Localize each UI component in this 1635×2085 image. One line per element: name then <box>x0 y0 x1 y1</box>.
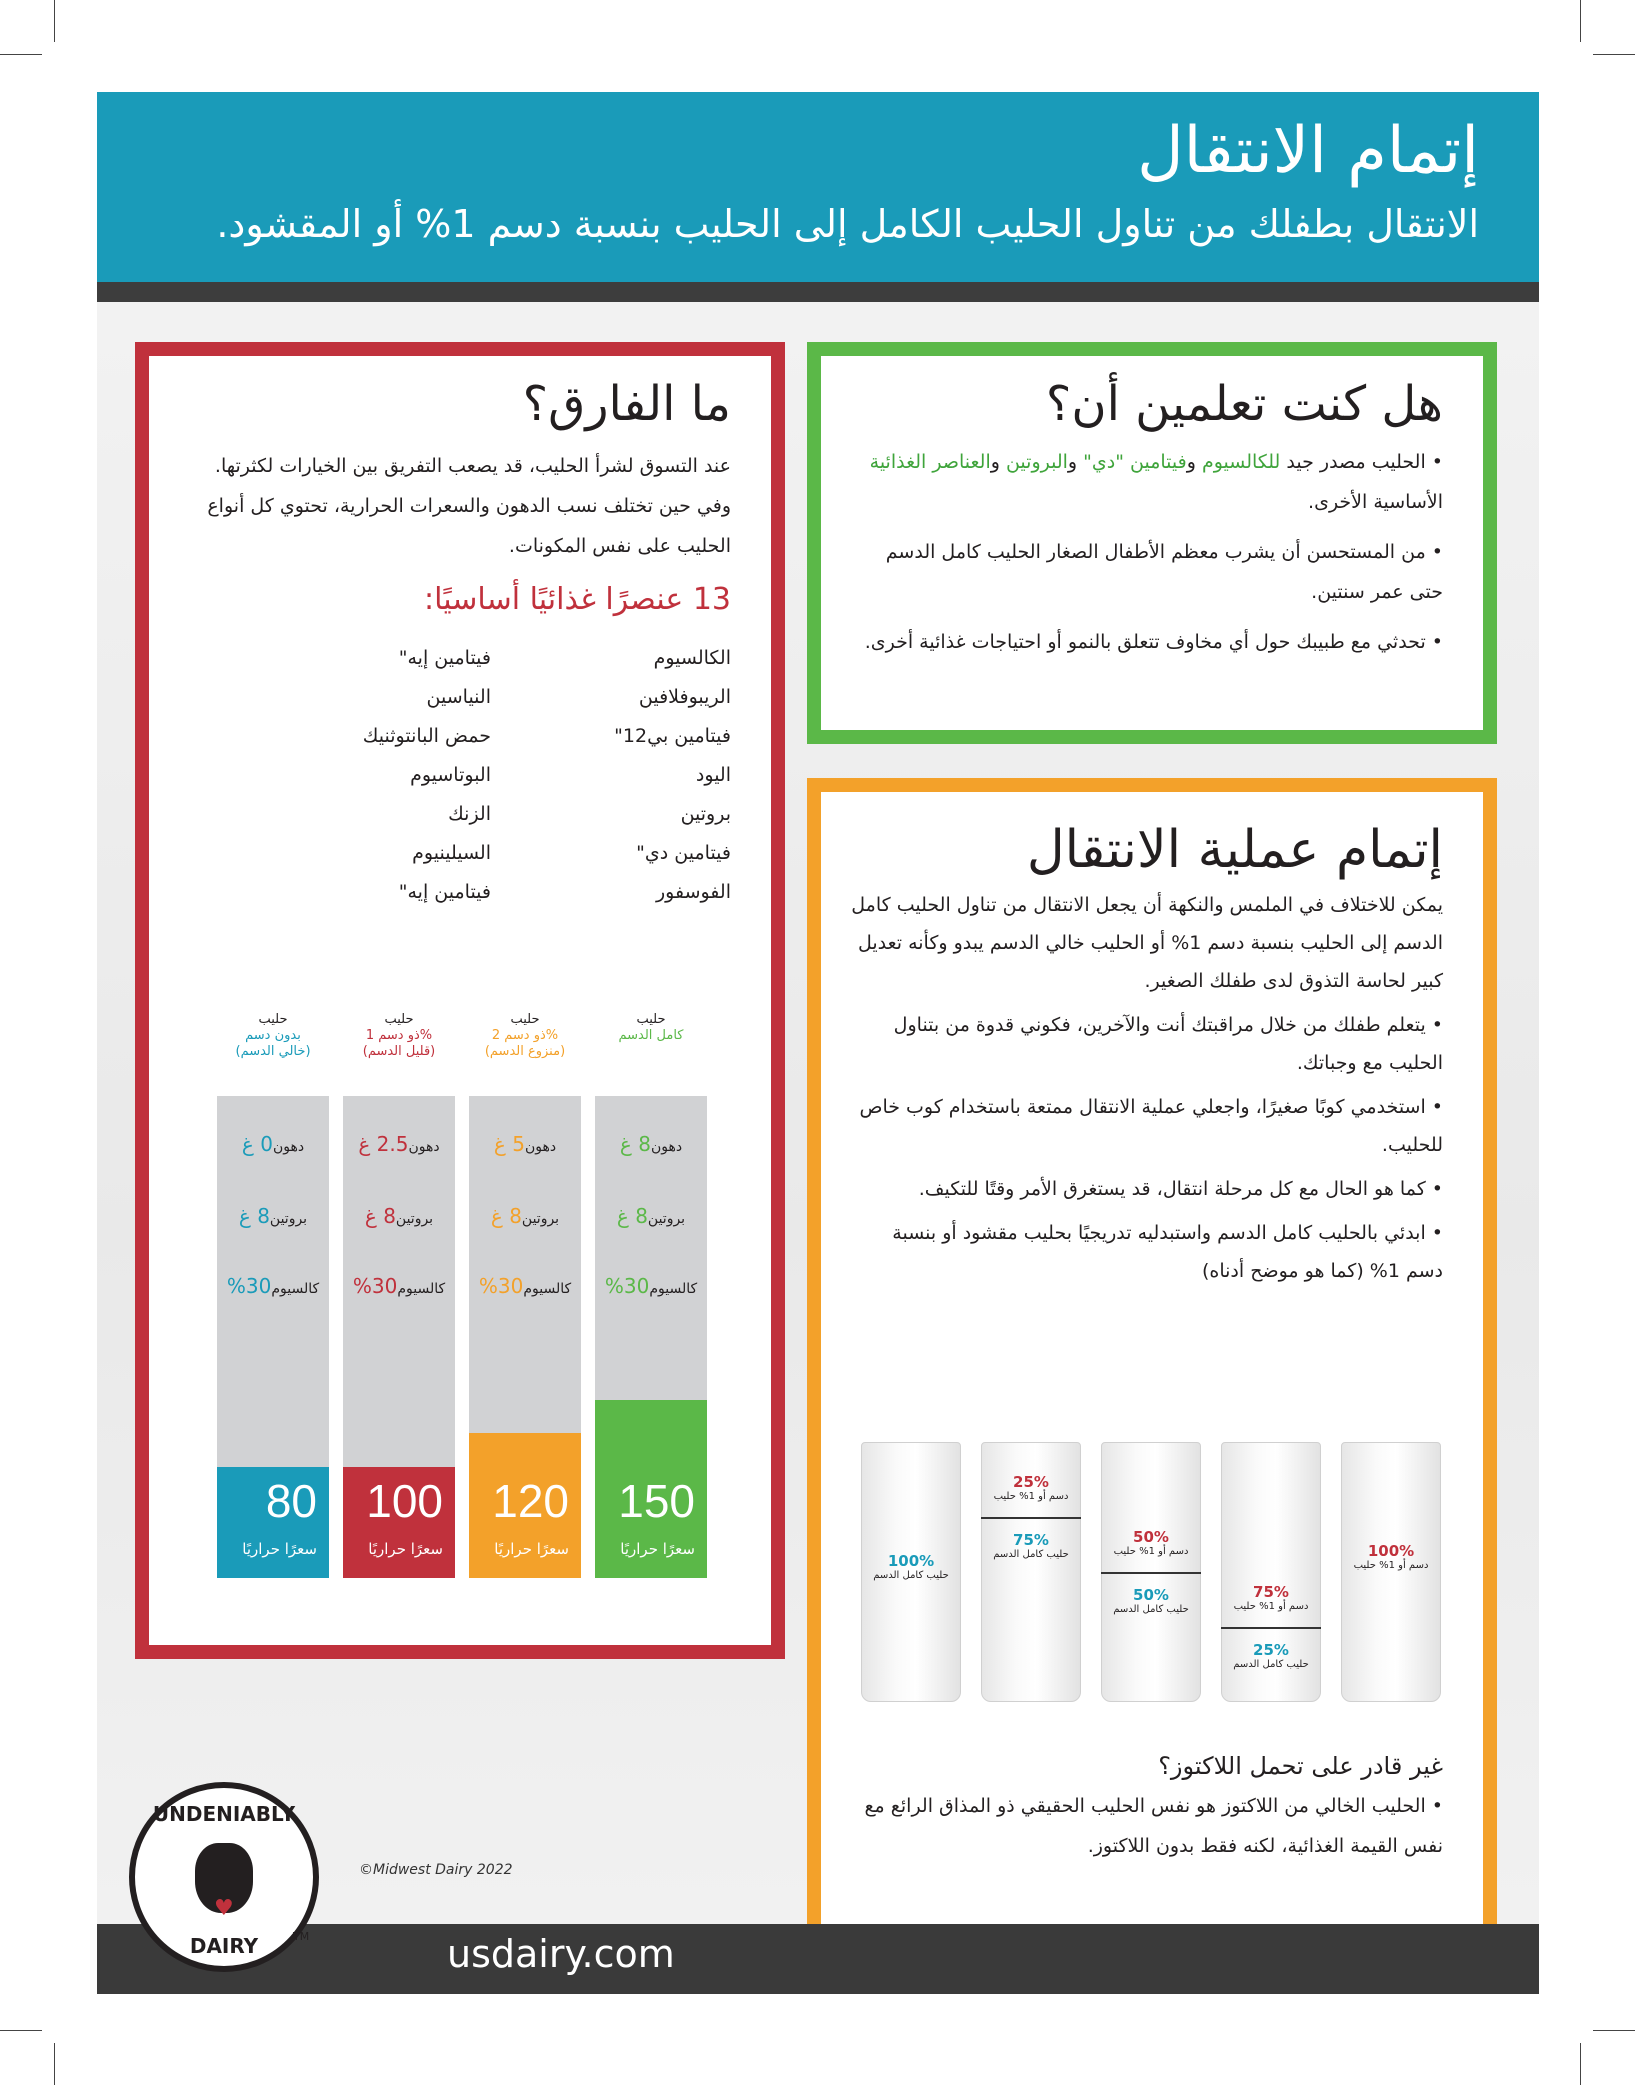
nutrient-item: حمض البانتوثنيك <box>362 725 491 747</box>
did-you-know-panel <box>821 356 1483 730</box>
milk-fat-note: (خالي الدسم) <box>235 1044 311 1059</box>
logo-bottom-text: DAIRY <box>189 1934 259 1958</box>
low-fat-share-label <box>1341 1542 1441 1571</box>
did-you-know-bullet-3: • تحدثي مع طبيبك حول أي مخاوف تتعلق بالنمو أو احتياجات غذائية أخرى. <box>864 631 1443 653</box>
whole-share-label <box>1101 1586 1201 1615</box>
milk-nutrient-row <box>469 1274 581 1298</box>
low-fat-share-pct: 50% <box>1133 1528 1169 1546</box>
crop-mark <box>54 0 55 42</box>
nutrient-item: الريبوفلافين <box>638 686 731 708</box>
mix-line <box>1221 1627 1321 1629</box>
low-fat-share-text: دسم أو 1% حليب <box>1353 1560 1429 1571</box>
milk-nutrient-row <box>343 1204 455 1228</box>
nutrient-label: دهون <box>650 1139 683 1155</box>
milk-word: حليب <box>384 1012 414 1027</box>
milk-nutrient-row <box>343 1274 455 1298</box>
transition-bullet-2: • استخدمي كوبًا صغيرًا، واجعلي عملية الانتقال ممتعة باستخدام كوب خاص للحليب. <box>859 1096 1443 1156</box>
transition-bullet-4: • ابدئي بالحليب كامل الدسم واستبدليه تدريجيًا بحليب مقشود أو بنسبة دسم 1% (كما هو موضح أدناه) <box>892 1222 1443 1282</box>
milk-type-heading <box>469 1012 581 1060</box>
nutrients-list <box>189 639 731 912</box>
transition-intro: يمكن للاختلاف في الملمس والنكهة أن يجعل الانتقال من تناول الحليب كامل الدسم إلى الحليب بنسبة دسم 1% أو الحليب خالي الدسم يبدو وكأنه تعديل كبير لحاسة التذوق لدى طفلك الصغير. <box>851 894 1443 992</box>
nutrient-item: الكالسيوم <box>653 647 731 669</box>
nutrient-value: 8 غ <box>490 1204 522 1228</box>
milk-fat-type: بدون دسم <box>245 1028 301 1043</box>
low-fat-share-label <box>1101 1528 1201 1557</box>
header-band <box>97 92 1539 282</box>
crop-mark <box>1593 54 1635 55</box>
nutrient-label: كالسيوم <box>271 1281 320 1297</box>
nutrient-label: دهون <box>408 1139 440 1155</box>
lactose-section <box>831 1752 1473 1942</box>
calorie-value: 80 <box>265 1475 317 1527</box>
whole-share-text: حليب كامل الدسم <box>1113 1604 1189 1615</box>
milk-nutrient-row <box>217 1132 329 1156</box>
nutrient-value: 30% <box>352 1274 398 1298</box>
copyright: ©Midwest Dairy 2022 <box>359 1862 513 1878</box>
whole-share-label <box>981 1531 1081 1560</box>
whole-share-pct: 75% <box>1013 1531 1049 1549</box>
transition-bullet-3: • كما هو الحال مع كل مرحلة انتقال، قد يستغرق الأمر وقتًا للتكيف. <box>918 1178 1443 1200</box>
lactose-title: غير قادر على تحمل اللاكتوز؟ <box>1158 1752 1443 1780</box>
website-link[interactable]: usdairy.com <box>447 1932 675 1976</box>
did-you-know-bullet-1: • الحليب مصدر جيد للكالسيوم وفيتامين "دي" والبروتين والعناصر الغذائية الأساسية الأخرى. <box>869 451 1443 513</box>
calorie-value: 100 <box>366 1475 443 1527</box>
mix-line <box>1101 1572 1201 1574</box>
crop-mark <box>1580 0 1581 42</box>
calorie-value: 150 <box>618 1475 695 1527</box>
low-fat-share-text: دسم أو 1% حليب <box>993 1491 1069 1502</box>
nutrient-label: بروتين <box>521 1211 560 1227</box>
nutrient-item: البوتاسيوم <box>410 764 491 786</box>
low-fat-share-label <box>1221 1583 1321 1612</box>
low-fat-share-text: دسم أو 1% حليب <box>1233 1601 1309 1612</box>
milk-nutrient-row <box>217 1274 329 1298</box>
nutrient-label: بروتين <box>395 1211 434 1227</box>
milk-glass <box>1341 1442 1441 1702</box>
difference-title: ما الفارق؟ <box>522 376 731 432</box>
milk-word: حليب <box>636 1012 666 1027</box>
nutrient-value: 8 غ <box>616 1204 648 1228</box>
mix-line <box>981 1517 1081 1519</box>
calorie-box <box>217 1470 329 1578</box>
nutrient-item: فيتامين دي" <box>636 842 731 864</box>
nutrient-item: بروتين <box>680 803 731 825</box>
nutrient-value: 8 غ <box>364 1204 396 1228</box>
nutrient-value: 30% <box>478 1274 524 1298</box>
calorie-label: سعرًا حراريًا <box>620 1540 695 1558</box>
milk-nutrient-row <box>469 1204 581 1228</box>
low-fat-share-pct: 25% <box>1013 1473 1049 1491</box>
crop-mark <box>0 54 42 55</box>
milk-fat-type: ذو دسم 2% <box>491 1028 559 1043</box>
page-subtitle: الانتقال بطفلك من تناول الحليب الكامل إلى الحليب بنسبة دسم 1% أو المقشود. <box>216 202 1479 246</box>
crop-mark <box>1580 2043 1581 2085</box>
did-you-know-title: هل كنت تعلمين أن؟ <box>1045 376 1443 432</box>
milk-nutrient-row <box>343 1132 455 1156</box>
nutrient-item: النياسين <box>426 686 491 708</box>
milk-nutrient-row <box>469 1132 581 1156</box>
crop-mark <box>0 2030 42 2031</box>
nutrient-label: كالسيوم <box>649 1281 698 1297</box>
milk-fat-type: ذو دسم 1% <box>365 1028 433 1043</box>
calorie-label: سعرًا حراريًا <box>368 1540 443 1558</box>
nutrients-col-1 <box>551 639 731 912</box>
whole-share-label <box>1221 1641 1321 1670</box>
milk-type-heading <box>217 1012 329 1060</box>
nutrient-value: 8 غ <box>619 1132 651 1156</box>
nutrient-value: 2.5 غ <box>358 1132 409 1156</box>
whole-share-text: حليب كامل الدسم <box>873 1570 949 1581</box>
difference-intro: عند التسوق لشرأ الحليب، قد يصعب التفريق بين الخيارات لكثرتها. وفي حين تختلف نسب الدهون والسعرات الحرارية، تحتوي كل أنواع الحليب على نفس المكونات. <box>207 455 731 557</box>
trademark: TM <box>293 1930 310 1943</box>
low-fat-share-label <box>981 1473 1081 1502</box>
logo-top-text: UNDENIABLY <box>152 1802 296 1826</box>
flyer <box>97 92 1539 1994</box>
heart-icon: ♥ <box>214 1896 234 1921</box>
milk-fat-note: (منزوع الدسم) <box>484 1044 566 1059</box>
header-stripe <box>97 282 1539 302</box>
whole-share-text: حليب كامل الدسم <box>1233 1659 1309 1670</box>
whole-share-pct: 25% <box>1253 1641 1289 1659</box>
nutrient-label: كالسيوم <box>523 1281 572 1297</box>
whole-share-label <box>861 1552 961 1581</box>
nutrient-label: دهون <box>524 1139 557 1155</box>
milk-fat-type: كامل الدسم <box>618 1028 684 1043</box>
milk-type-heading <box>343 1012 455 1060</box>
milk-nutrient-row <box>595 1274 707 1298</box>
whole-share-pct: 50% <box>1133 1586 1169 1604</box>
nutrient-value: 30% <box>604 1274 650 1298</box>
milk-nutrient-row <box>595 1204 707 1228</box>
nutrient-label: بروتين <box>647 1211 686 1227</box>
calorie-label: سعرًا حراريًا <box>242 1540 317 1558</box>
nutrient-label: بروتين <box>269 1211 308 1227</box>
calorie-label: سعرًا حراريًا <box>494 1540 569 1558</box>
nutrient-item: الزنك <box>448 803 491 825</box>
milk-fat-note: (قليل الدسم) <box>362 1044 436 1059</box>
calorie-box <box>469 1470 581 1578</box>
nutrient-value: 30% <box>226 1274 272 1298</box>
milk-nutrient-row <box>217 1204 329 1228</box>
calorie-value: 120 <box>492 1475 569 1527</box>
undeniably-dairy-logo <box>129 1782 319 1972</box>
transition-bullet-1: • يتعلم طفلك من خلال مراقبتك أنت والآخرين، فكوني قدوة من بتناول الحليب مع وجباتك. <box>893 1014 1443 1074</box>
crop-mark <box>54 2043 55 2085</box>
low-fat-share-text: دسم أو 1% حليب <box>1113 1546 1189 1557</box>
milk-type-heading <box>595 1012 707 1044</box>
nutrient-value: 8 غ <box>238 1204 270 1228</box>
nutrient-item: فيتامين إيه" <box>398 881 491 903</box>
page-title: إتمام الانتقال <box>1137 114 1479 188</box>
nutrient-item: السيلينيوم <box>412 842 491 864</box>
nutrients-heading: 13 عنصرًا غذائيًا أساسيًا: <box>423 582 731 617</box>
low-fat-share-pct: 100% <box>1367 1542 1415 1560</box>
nutrient-item: الفوسفور <box>655 881 731 903</box>
nutrients-col-2 <box>311 639 491 912</box>
nutrient-label: دهون <box>272 1139 305 1155</box>
nutrient-value: 5 غ <box>493 1132 525 1156</box>
lactose-text: • الحليب الخالي من اللاكتوز هو نفس الحليب الحقيقي ذو المذاق الرائع مع نفس القيمة الغذائية، لكنه فقط بدون اللاكتوز. <box>864 1795 1443 1857</box>
footer-band <box>97 1924 1539 1994</box>
transition-title: إتمام عملية الانتقال <box>1026 820 1443 880</box>
whole-share-pct: 100% <box>887 1552 935 1570</box>
nutrient-item: اليود <box>695 764 731 786</box>
nutrient-item: فيتامين إيه" <box>398 647 491 669</box>
whole-share-text: حليب كامل الدسم <box>993 1549 1069 1560</box>
crop-mark <box>1593 2030 1635 2031</box>
milk-word: حليب <box>510 1012 540 1027</box>
calorie-box <box>343 1470 455 1578</box>
calorie-box <box>595 1470 707 1578</box>
nutrient-value: 0 غ <box>241 1132 273 1156</box>
did-you-know-bullet-2: • من المستحسن أن يشرب معظم الأطفال الصغار الحليب كامل الدسم حتى عمر سنتين. <box>885 541 1443 603</box>
low-fat-share-pct: 75% <box>1253 1583 1289 1601</box>
nutrient-item: فيتامين بي12" <box>614 725 731 747</box>
milk-word: حليب <box>258 1012 288 1027</box>
milk-nutrient-row <box>595 1132 707 1156</box>
nutrient-label: كالسيوم <box>397 1281 446 1297</box>
